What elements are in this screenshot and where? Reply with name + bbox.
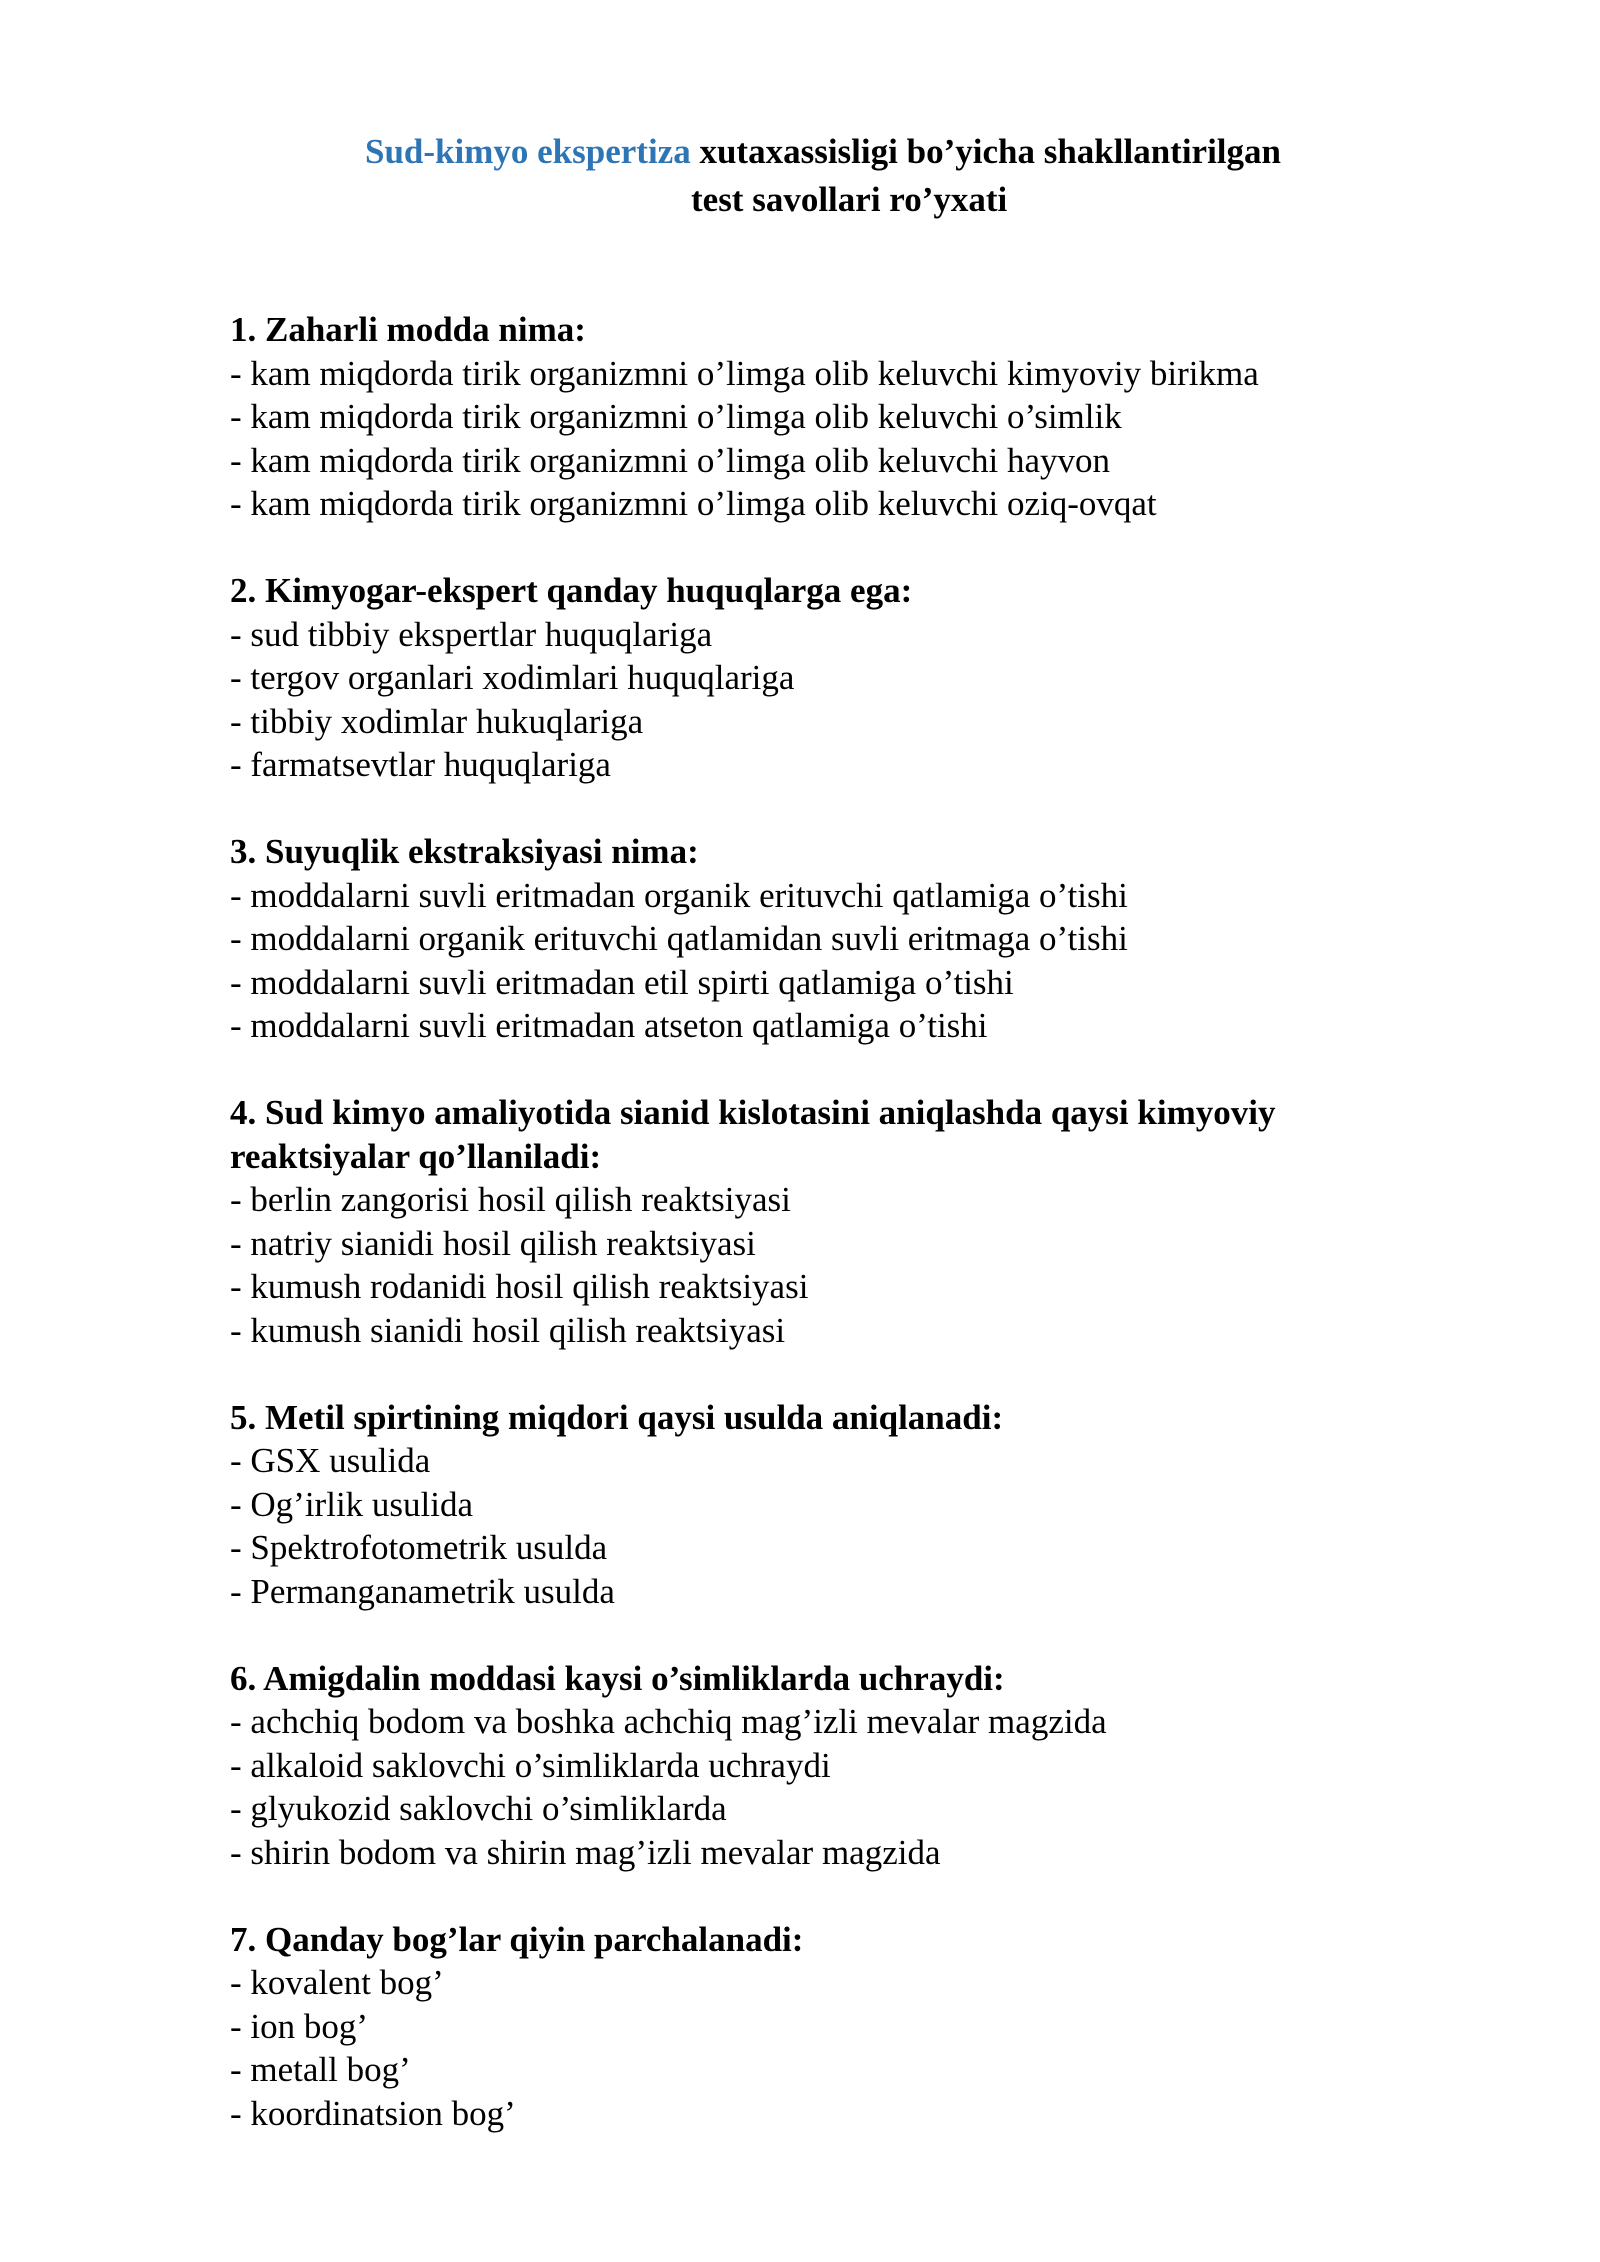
question-title: 3. Suyuqlik ekstraksiyasi nima: (230, 832, 699, 871)
answer-option: - achchiq bodom va boshka achchiq mag’izli mevalar magzida (230, 1702, 1107, 1741)
header-line-2: test savollari ro’yxati (691, 180, 1008, 219)
answer-option: - kam miqdorda tirik organizmni o’limga olib keluvchi hayvon (230, 440, 1111, 480)
answer-option: - tibbiy xodimlar hukuqlariga (230, 701, 644, 741)
answer-option: - shirin bodom va shirin mag’izli mevalar magzida (230, 1832, 941, 1872)
answer-option: - ion bog’ (230, 2006, 369, 2046)
answer-option: - natriy sianidi hosil qilish reaktsiyasi (230, 1223, 756, 1263)
answer-option: - metall bog’ (230, 2050, 411, 2089)
document-header (0, 128, 1600, 224)
question-title: 6. Amigdalin moddasi kaysi o’simliklarda uchraydi: (230, 1658, 1005, 1698)
answer-option: - Spektrofotometrik usulda (230, 1528, 608, 1567)
answer-option: - berlin zangorisi hosil qilish reaktsiyasi (230, 1180, 791, 1219)
question-item (230, 830, 1430, 1048)
answer-option: - glyukozid saklovchi o’simliklarda (230, 1789, 727, 1828)
answer-option: - koordinatsion bog’ (230, 2093, 516, 2133)
answer-option: - moddalarni organik erituvchi qatlamidan suvli eritmaga o’tishi (230, 919, 1128, 958)
header-accent-text: Sud-kimyo ekspertiza (365, 132, 691, 171)
question-item (230, 308, 1430, 526)
answer-option: - kam miqdorda tirik organizmni o’limga olib keluvchi oziq-ovqat (230, 484, 1157, 523)
question-list (230, 308, 1430, 2179)
answer-option: - GSX usulida (230, 1441, 431, 1480)
answer-option: - moddalarni suvli eritmadan atseton qatlamiga o’tishi (230, 1006, 988, 1045)
question-item (230, 1396, 1430, 1614)
answer-option: - kam miqdorda tirik organizmni o’limga olib keluvchi kimyoviy birikma (230, 353, 1259, 393)
answer-option: - moddalarni suvli eritmadan organik erituvchi qatlamiga o’tishi (230, 875, 1128, 915)
answer-option: - kovalent bog’ (230, 1963, 444, 2002)
answer-option: - Og’irlik usulida (230, 1484, 474, 1524)
answer-option: - sud tibbiy ekspertlar huquqlariga (230, 614, 713, 654)
question-item (230, 1657, 1430, 1875)
answer-option: - moddalarni suvli eritmadan etil spirti qatlamiga o’tishi (230, 962, 1014, 1002)
question-title: 7. Qanday bog’lar qiyin parchalanadi: (230, 1919, 804, 1959)
question-item (230, 1091, 1430, 1352)
question-title: 1. Zaharli modda nima: (230, 310, 586, 349)
question-item (230, 569, 1430, 787)
answer-option: - alkaloid saklovchi o’simliklarda uchraydi (230, 1745, 831, 1785)
question-title: 5. Metil spirtining miqdori qaysi usulda aniqlanadi: (230, 1397, 1004, 1437)
header-line-1 (0, 128, 1600, 176)
answer-option: - kumush rodanidi hosil qilish reaktsiyasi (230, 1267, 809, 1306)
answer-option: - kumush sianidi hosil qilish reaktsiyasi (230, 1310, 786, 1350)
answer-option: - kam miqdorda tirik organizmni o’limga olib keluvchi o’simlik (230, 397, 1122, 436)
answer-option: - Permanganametrik usulda (230, 1571, 615, 1611)
question-title: 2. Kimyogar-ekspert qanday huquqlarga ega: (230, 571, 913, 610)
header-title-text: xutaxassisligi bo’yicha shakllantirilgan (690, 132, 1281, 171)
answer-option: - tergov organlari xodimlari huquqlariga (230, 658, 795, 697)
question-title: 4. Sud kimyo amaliyotida sianid kislotasini aniqlashda qaysi kimyoviy reaktsiyalar qo’llaniladi: (230, 1093, 1276, 1176)
question-item (230, 1918, 1430, 2136)
answer-option: - farmatsevtlar huquqlariga (230, 745, 611, 784)
